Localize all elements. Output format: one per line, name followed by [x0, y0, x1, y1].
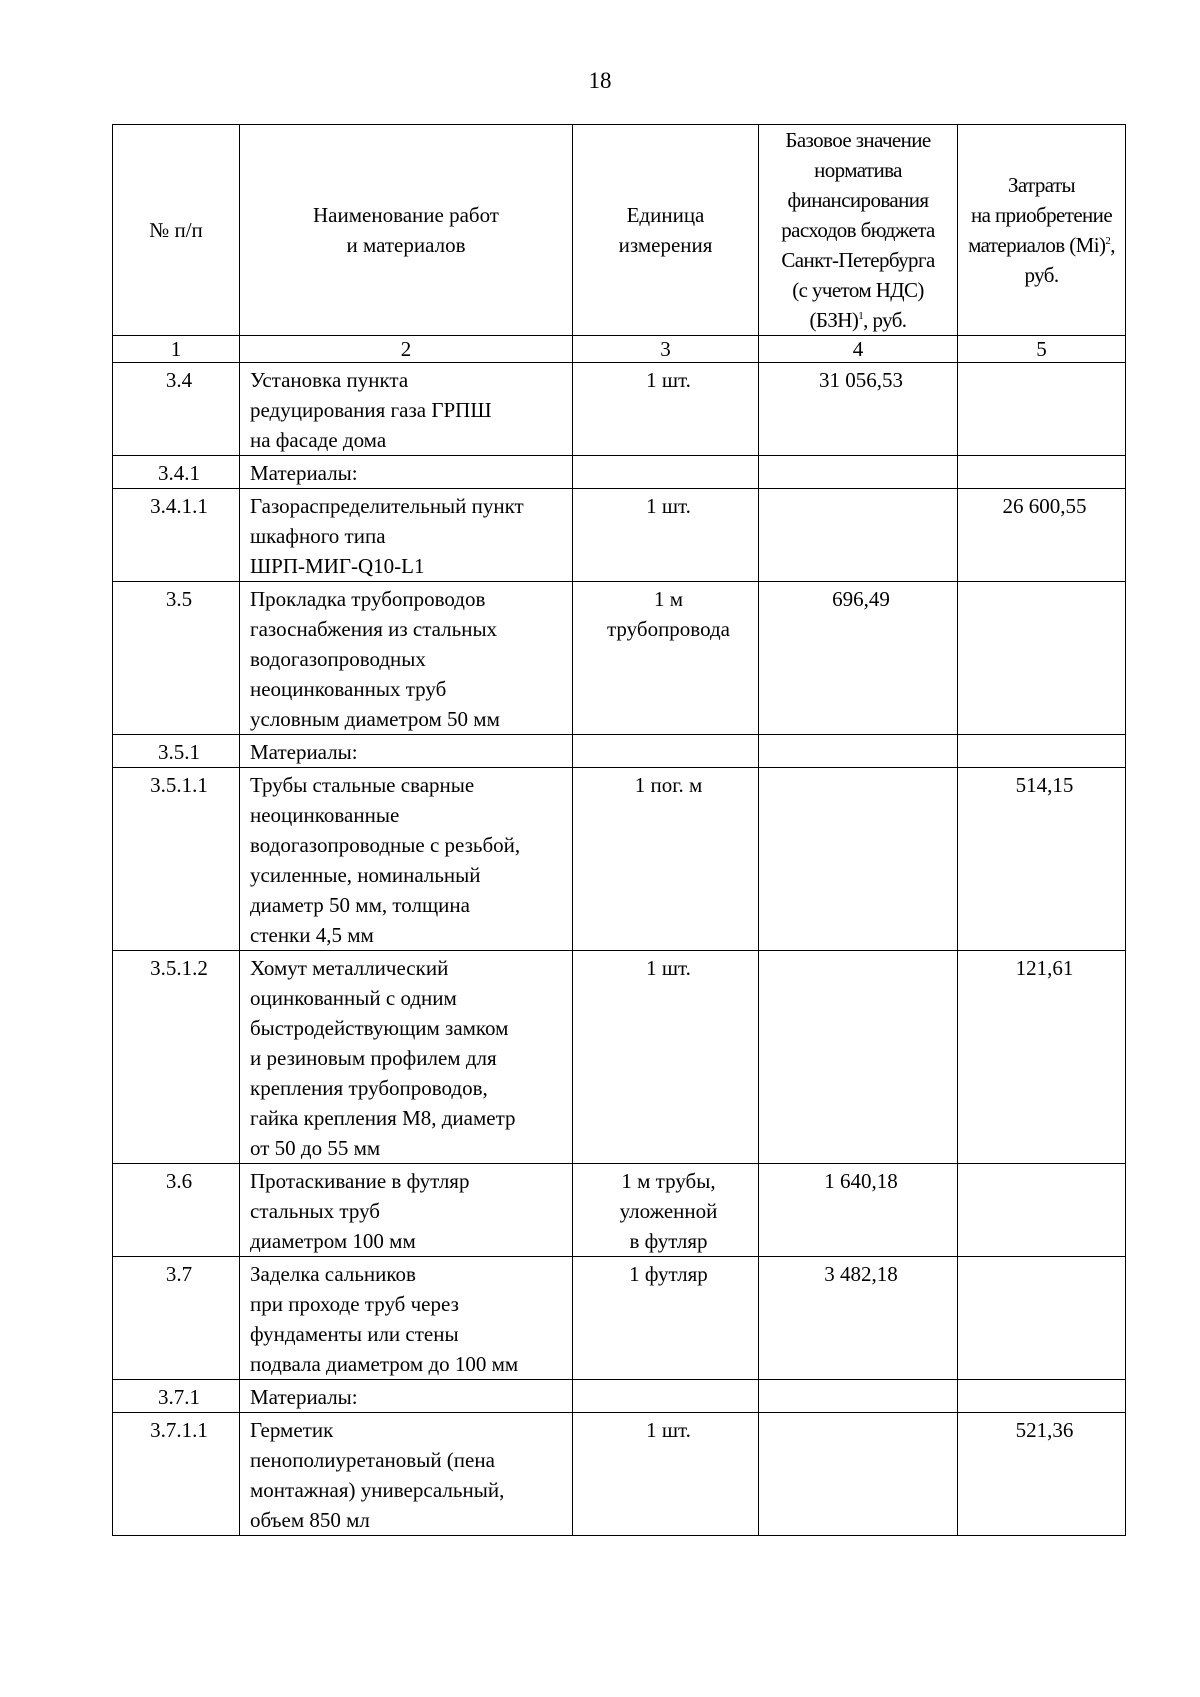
work-name: Газораспределительный пункт шкафного типа ШРП-МИГ-Q10-L1 — [240, 489, 573, 582]
header-unit: Единица измерения — [573, 125, 759, 336]
unit-of-measure: 1 пог. м — [573, 768, 759, 951]
unit-of-measure: 1 м трубы, уложенной в футляр — [573, 1164, 759, 1257]
unit-of-measure: 1 шт. — [573, 363, 759, 456]
work-name: Материалы: — [240, 456, 573, 489]
base-value — [759, 735, 958, 768]
header-base-footnote: 1 — [858, 310, 864, 322]
work-name: Протаскивание в футляр стальных труб диаметром 100 мм — [240, 1164, 573, 1257]
row-number: 3.5 — [113, 582, 240, 735]
unit-of-measure: 1 футляр — [573, 1257, 759, 1380]
base-value — [759, 489, 958, 582]
row-number: 3.4 — [113, 363, 240, 456]
table-body — [113, 363, 1126, 1536]
column-index-row — [113, 336, 1126, 363]
row-number: 3.7.1 — [113, 1380, 240, 1413]
header-base — [759, 125, 958, 336]
header-cost-footnote: 2 — [1105, 235, 1111, 247]
row-number: 3.7 — [113, 1257, 240, 1380]
table-row — [113, 1257, 1126, 1380]
work-name: Материалы: — [240, 1380, 573, 1413]
materials-cost: 121,61 — [958, 951, 1126, 1164]
unit-of-measure — [573, 1380, 759, 1413]
table-header-row — [113, 125, 1126, 336]
header-cost-text: Затраты на приобретение материалов (Mi) — [968, 173, 1113, 257]
work-name: Прокладка трубопроводов газоснабжения из стальных водогазопроводных неоцинкованных труб условным диаметром 50 мм — [240, 582, 573, 735]
column-index: 5 — [958, 336, 1126, 363]
column-index: 4 — [759, 336, 958, 363]
base-value — [759, 768, 958, 951]
materials-cost: 514,15 — [958, 768, 1126, 951]
base-value: 31 056,53 — [759, 363, 958, 456]
unit-of-measure — [573, 456, 759, 489]
materials-cost — [958, 1380, 1126, 1413]
row-number: 3.5.1 — [113, 735, 240, 768]
row-number: 3.4.1.1 — [113, 489, 240, 582]
page-number: 18 — [588, 68, 612, 93]
work-name: Герметик пенополиуретановый (пена монтажная) универсальный, объем 850 мл — [240, 1413, 573, 1536]
work-name: Трубы стальные сварные неоцинкованные водогазопроводные с резьбой, усиленные, номинальный диаметр 50 мм, толщина стенки 4,5 мм — [240, 768, 573, 951]
header-base-text: Базовое значение норматива финансирования расходов бюджета Санкт-Петербурга (с учетом НДС) (БЗН) — [781, 128, 935, 332]
table-row — [113, 489, 1126, 582]
column-index: 2 — [240, 336, 573, 363]
row-number: 3.5.1.2 — [113, 951, 240, 1164]
work-name: Заделка сальников при проходе труб через фундаменты или стены подвала диаметром до 100 мм — [240, 1257, 573, 1380]
materials-cost — [958, 363, 1126, 456]
norms-table — [112, 124, 1126, 1536]
base-value: 1 640,18 — [759, 1164, 958, 1257]
materials-cost: 26 600,55 — [958, 489, 1126, 582]
materials-cost — [958, 1164, 1126, 1257]
column-index: 3 — [573, 336, 759, 363]
table-row — [113, 768, 1126, 951]
materials-cost: 521,36 — [958, 1413, 1126, 1536]
table-row — [113, 1164, 1126, 1257]
base-value — [759, 1380, 958, 1413]
unit-of-measure: 1 шт. — [573, 489, 759, 582]
header-num: № п/п — [113, 125, 240, 336]
header-cost — [958, 125, 1126, 336]
unit-of-measure — [573, 735, 759, 768]
row-number: 3.6 — [113, 1164, 240, 1257]
unit-of-measure: 1 м трубопровода — [573, 582, 759, 735]
header-cost-suffix: , руб. — [1024, 233, 1115, 287]
table-row — [113, 456, 1126, 489]
header-name: Наименование работ и материалов — [240, 125, 573, 336]
table-row — [113, 1413, 1126, 1536]
work-name: Хомут металлический оцинкованный с одним быстродействующим замком и резиновым профилем для крепления трубопроводов, гайка крепления М8, диаметр от 50 до 55 мм — [240, 951, 573, 1164]
unit-of-measure: 1 шт. — [573, 1413, 759, 1536]
work-name: Материалы: — [240, 735, 573, 768]
base-value: 696,49 — [759, 582, 958, 735]
base-value — [759, 1413, 958, 1536]
column-index: 1 — [113, 336, 240, 363]
base-value — [759, 951, 958, 1164]
materials-cost — [958, 735, 1126, 768]
table-row — [113, 1380, 1126, 1413]
work-name: Установка пункта редуцирования газа ГРПШ на фасаде дома — [240, 363, 573, 456]
row-number: 3.7.1.1 — [113, 1413, 240, 1536]
table-row — [113, 951, 1126, 1164]
unit-of-measure: 1 шт. — [573, 951, 759, 1164]
base-value — [759, 456, 958, 489]
row-number: 3.4.1 — [113, 456, 240, 489]
table-row — [113, 582, 1126, 735]
materials-cost — [958, 456, 1126, 489]
header-base-suffix: , руб. — [863, 308, 907, 332]
row-number: 3.5.1.1 — [113, 768, 240, 951]
table-row — [113, 363, 1126, 456]
materials-cost — [958, 1257, 1126, 1380]
base-value: 3 482,18 — [759, 1257, 958, 1380]
materials-cost — [958, 582, 1126, 735]
table-row — [113, 735, 1126, 768]
